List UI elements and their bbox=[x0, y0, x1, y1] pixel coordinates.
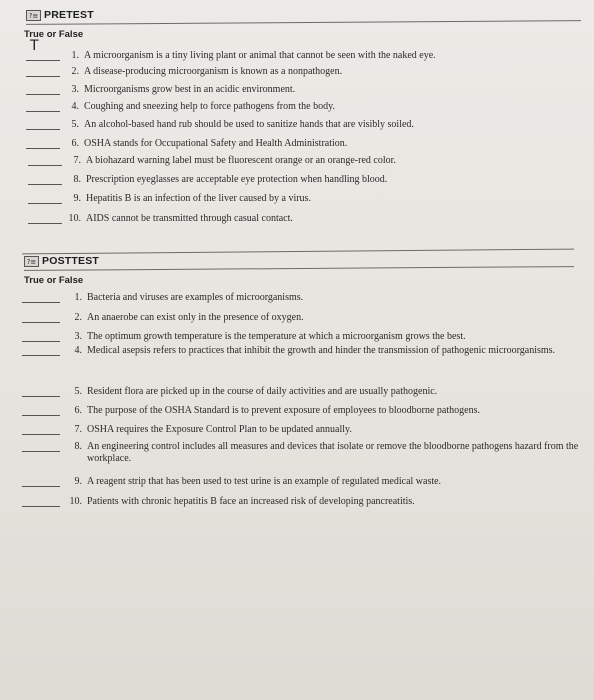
item-number: 9. bbox=[74, 476, 82, 487]
posttest-item bbox=[22, 312, 582, 324]
answer-blank[interactable] bbox=[22, 506, 60, 507]
item-number: 10. bbox=[68, 213, 81, 224]
pretest-item bbox=[26, 138, 566, 150]
posttest-item bbox=[22, 441, 582, 465]
answer-blank[interactable] bbox=[26, 111, 60, 112]
question-mark-icon: ?≡ bbox=[26, 10, 41, 21]
posttest-item bbox=[22, 331, 582, 343]
item-statement: AIDS cannot be transmitted through casual contact. bbox=[86, 213, 293, 224]
pretest-item bbox=[26, 50, 566, 62]
posttest-item bbox=[22, 496, 582, 508]
answer-blank[interactable] bbox=[26, 129, 60, 130]
answer-blank[interactable] bbox=[22, 415, 60, 416]
item-number: 6. bbox=[74, 405, 82, 416]
item-number: 1. bbox=[74, 292, 82, 303]
item-statement: An alcohol-based hand rub should be used to sanitize hands that are visibly soiled. bbox=[84, 119, 414, 130]
pretest-item bbox=[26, 84, 566, 96]
posttest-title: POSTTEST bbox=[42, 255, 100, 267]
item-number: 4. bbox=[71, 101, 79, 112]
answer-blank[interactable] bbox=[26, 148, 60, 149]
item-number: 2. bbox=[74, 312, 82, 323]
item-number: 3. bbox=[71, 84, 79, 95]
answer-blank[interactable] bbox=[22, 355, 60, 356]
item-number: 1. bbox=[71, 50, 79, 61]
answer-blank[interactable] bbox=[22, 486, 60, 487]
answer-blank[interactable] bbox=[26, 76, 60, 77]
posttest-item bbox=[22, 386, 582, 398]
pretest-rule bbox=[26, 20, 581, 25]
answer-blank[interactable] bbox=[28, 223, 62, 224]
pretest-item bbox=[28, 174, 566, 186]
posttest-header bbox=[24, 255, 99, 267]
item-statement: An engineering control includes all measures and devices that isolate or remove the bloodborne pathogens hazard from the workplace. bbox=[87, 441, 579, 464]
item-statement: Hepatitis B is an infection of the liver caused by a virus. bbox=[86, 193, 311, 204]
posttest-item bbox=[22, 405, 582, 417]
posttest-item bbox=[22, 292, 582, 304]
pretest-header bbox=[26, 9, 94, 21]
handwritten-t-mark: T bbox=[30, 38, 39, 54]
item-statement: The purpose of the OSHA Standard is to prevent exposure of employees to bloodborne pathogens. bbox=[87, 405, 480, 416]
question-mark-icon: ?≡ bbox=[24, 256, 39, 267]
item-statement: OSHA stands for Occupational Safety and Health Administration. bbox=[84, 138, 348, 149]
item-number: 6. bbox=[71, 138, 79, 149]
answer-blank[interactable] bbox=[26, 60, 60, 61]
item-statement: Microorganisms grow best in an acidic environment. bbox=[84, 84, 296, 95]
item-number: 3. bbox=[74, 331, 82, 342]
item-number: 10. bbox=[69, 496, 82, 507]
answer-blank[interactable] bbox=[22, 451, 60, 452]
item-number: 7. bbox=[73, 155, 81, 166]
answer-blank[interactable] bbox=[26, 94, 60, 95]
answer-blank[interactable] bbox=[28, 165, 62, 166]
item-number: 7. bbox=[74, 424, 82, 435]
posttest-subtitle: True or False bbox=[24, 275, 84, 286]
item-statement: Coughing and sneezing help to force pathogens from the body. bbox=[84, 101, 335, 112]
item-number: 5. bbox=[71, 119, 79, 130]
answer-blank[interactable] bbox=[22, 434, 60, 435]
item-statement: A biohazard warning label must be fluorescent orange or an orange-red color. bbox=[86, 155, 396, 166]
answer-blank[interactable] bbox=[22, 302, 60, 303]
pretest-subtitle: True or False bbox=[24, 29, 84, 40]
posttest-item bbox=[22, 476, 582, 488]
item-statement: A microorganism is a tiny living plant or animal that cannot be seen with the naked eye. bbox=[84, 50, 436, 61]
item-statement: OSHA requires the Exposure Control Plan to be updated annually. bbox=[87, 424, 352, 435]
posttest-rule bbox=[24, 266, 574, 271]
item-statement: Prescription eyeglasses are acceptable eye protection when handling blood. bbox=[86, 174, 388, 185]
item-statement: Bacteria and viruses are examples of microorganisms. bbox=[87, 292, 304, 303]
posttest-item bbox=[22, 345, 582, 357]
item-number: 2. bbox=[71, 66, 79, 77]
item-number: 4. bbox=[74, 345, 82, 356]
item-statement: Resident flora are picked up in the course of daily activities and are usually pathogenic. bbox=[87, 386, 438, 397]
item-statement: An anaerobe can exist only in the presence of oxygen. bbox=[87, 312, 304, 323]
answer-blank[interactable] bbox=[22, 396, 60, 397]
item-statement: Medical asepsis refers to practices that inhibit the growth and hinder the transmission of pathogenic microorganisms. bbox=[87, 345, 556, 356]
pretest-item bbox=[28, 155, 566, 167]
item-statement: A reagent strip that has been used to test urine is an example of regulated medical waste. bbox=[87, 476, 442, 487]
item-statement: A disease-producing microorganism is known as a nonpathogen. bbox=[84, 66, 343, 77]
answer-blank[interactable] bbox=[22, 322, 60, 323]
posttest-top-rule bbox=[22, 249, 574, 255]
pretest-item bbox=[26, 101, 566, 113]
posttest-item bbox=[22, 424, 582, 436]
pretest-title: PRETEST bbox=[44, 9, 94, 21]
item-number: 8. bbox=[73, 174, 81, 185]
item-number: 8. bbox=[74, 441, 82, 452]
answer-blank[interactable] bbox=[22, 341, 60, 342]
item-number: 9. bbox=[73, 193, 81, 204]
item-statement: Patients with chronic hepatitis B face an increased risk of developing pancreatitis. bbox=[87, 496, 415, 507]
pretest-item bbox=[26, 119, 566, 131]
answer-blank[interactable] bbox=[28, 184, 62, 185]
item-statement: The optimum growth temperature is the temperature at which a microorganism grows the best. bbox=[87, 331, 466, 342]
item-number: 5. bbox=[74, 386, 82, 397]
pretest-item bbox=[28, 213, 566, 225]
pretest-item bbox=[26, 66, 566, 78]
answer-blank[interactable] bbox=[28, 203, 62, 204]
pretest-item bbox=[28, 193, 566, 205]
